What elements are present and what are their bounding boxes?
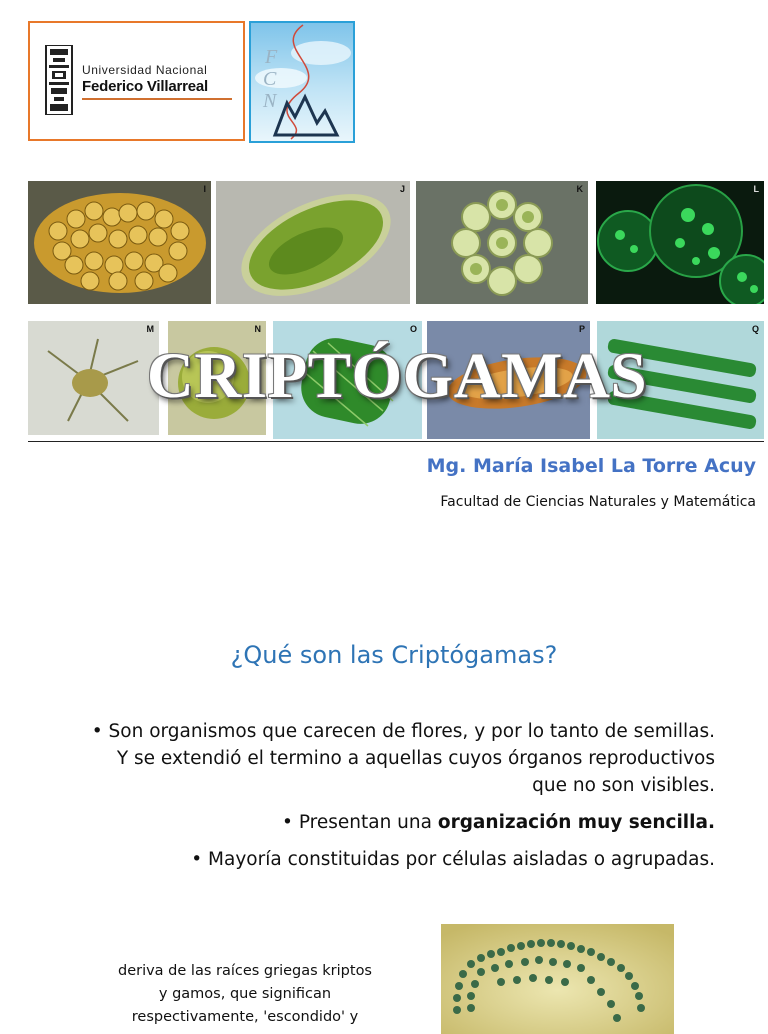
etymology-line: y gamos, que significan [158, 986, 332, 1002]
section-heading: ¿Qué son las Criptógamas? [230, 641, 558, 669]
faculty-name: Facultad de Ciencias Naturales y Matemática [440, 494, 756, 510]
university-name-line2: Federico Villarreal [82, 78, 208, 95]
svg-text:F: F [265, 46, 278, 68]
panel-label: P [578, 324, 585, 334]
definition-bullets [90, 718, 715, 883]
bullet-emphasis: organización muy sencilla. [437, 812, 715, 833]
university-logo-rule [82, 98, 232, 100]
etymology-text [100, 960, 390, 1029]
micrograph-panel [216, 181, 410, 304]
fcnm-logo-icon [251, 23, 353, 141]
micrograph-panel [28, 181, 211, 304]
panel-label: Q [751, 324, 759, 334]
bullet-item: • Mayoría constituidas por células aisladas o agrupadas. [191, 849, 715, 870]
etymology-line: deriva de las raíces griegas kriptos [117, 963, 372, 979]
panel-label: L [753, 184, 759, 194]
svg-text:N: N [263, 90, 277, 112]
bullet-item [90, 809, 715, 836]
cyanobacteria-colony-photo [441, 924, 674, 1034]
mosaic-divider [28, 441, 764, 442]
cover-title: CRIPTÓGAMAS [146, 340, 648, 412]
etymology-line: respectivamente, 'escondido' y [131, 1009, 359, 1025]
author-name: Mg. María Isabel La Torre Acuy [426, 455, 756, 477]
bullet-text: • Presentan una [282, 812, 438, 833]
panel-label: M [146, 324, 154, 334]
bullet-item: • Son organismos que carecen de flores, y por lo tanto de semillas. Y se extendió el termino a aquellas cuyos órganos reproductivos que no son visibles. [91, 721, 715, 796]
university-emblem-icon [44, 45, 74, 115]
panel-label: K [576, 184, 583, 194]
micrograph-panel [596, 181, 764, 304]
university-name-line1: Universidad Nacional [82, 63, 208, 77]
svg-text:C: C [263, 68, 277, 90]
panel-label: N [254, 324, 261, 334]
panel-label: I [203, 184, 206, 194]
panel-label: J [399, 184, 405, 194]
university-logo [28, 21, 245, 141]
faculty-logo [249, 21, 355, 143]
micrograph-panel [416, 181, 588, 304]
panel-label: O [409, 324, 417, 334]
